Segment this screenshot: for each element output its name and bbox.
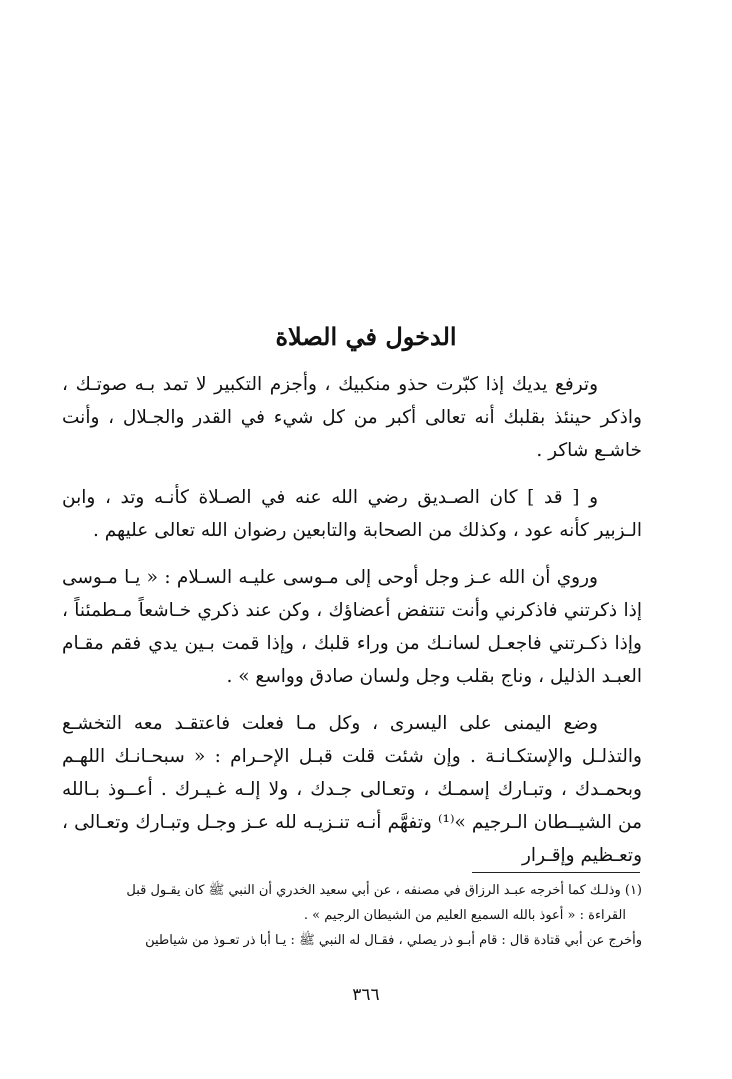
footnote-1-line-1: (١) وذلـك كما أخرجه عبـد الرزاق في مصنفه ، عن أبي سعيد الخدري أن النبي ﷺ كان يقـول قبل	[126, 883, 642, 898]
footnote-divider	[472, 872, 640, 873]
body-text	[62, 368, 642, 872]
footnotes	[62, 878, 642, 953]
paragraph-1: وترفع يديك إذا كبّرت حذو منكبيك ، وأجزم التكبير لا تمد بـه صوتـك ، واذكر حينئذ بقلبك أنه تعالى أكبر من كل شيء في القدر والجـلال ، وأنت خاشـع شاكر .	[62, 374, 642, 461]
section-heading: الدخول في الصلاة	[275, 322, 457, 351]
paragraph-4: وضع اليمنى على اليسرى ، وكل مـا فعلت فاعتقـد معه التخشـع والتذلـل والإستكـانـة . وإن شئت قلت قبـل الإحـرام : « سبحـانـك اللهـم وبحمـدك ، وتبـارك إسمـك ، وتعـالى جـدك ، ولا إلـه غـيـرك . أعــوذ بـالله من الشيــطان الـرجيم »⁽¹⁾ وتفهَّم أنـه تنـزيـه لله عـز وجـل وتبـارك وتعـالى ، وتعـظيم وإقـرار	[62, 713, 642, 866]
paragraph-3: وروي أن الله عـز وجل أوحى إلى مـوسى عليـه السـلام : « يـا مـوسى إذا ذكرتني فاذكرني وأنت تنتفض أعضاؤك ، وكن عند ذكري خـاشعاً مـطمئناً ، وإذا ذكـرتني فاجعـل لسانـك من وراء قلبك ، وإذا قمت بـين يدي فقم مقـام العبـد الذليل ، وناج بقلب وجل ولسان صادق وواسع » .	[62, 567, 642, 687]
page-number: ٣٦٦	[352, 985, 380, 1005]
paragraph-2: و [ قد ] كان الصـديق رضي الله عنه في الصـلاة كأنـه وتد ، وابن الـزبير كأنه عود ، وكذلك من الصحابة والتابعين رضوان الله تعالى عليهم .	[62, 487, 642, 541]
footnote-1-line-3: وأخرج عن أبي قتادة قال : قام أبـو ذر يصلي ، فقـال له النبي ﷺ : يـا أبا ذر تعـوذ من شياطين	[145, 933, 642, 948]
footnote-1-line-2: القراءة : « أعوذ بالله السميع العليم من الشيطان الرجيم » .	[303, 908, 626, 923]
